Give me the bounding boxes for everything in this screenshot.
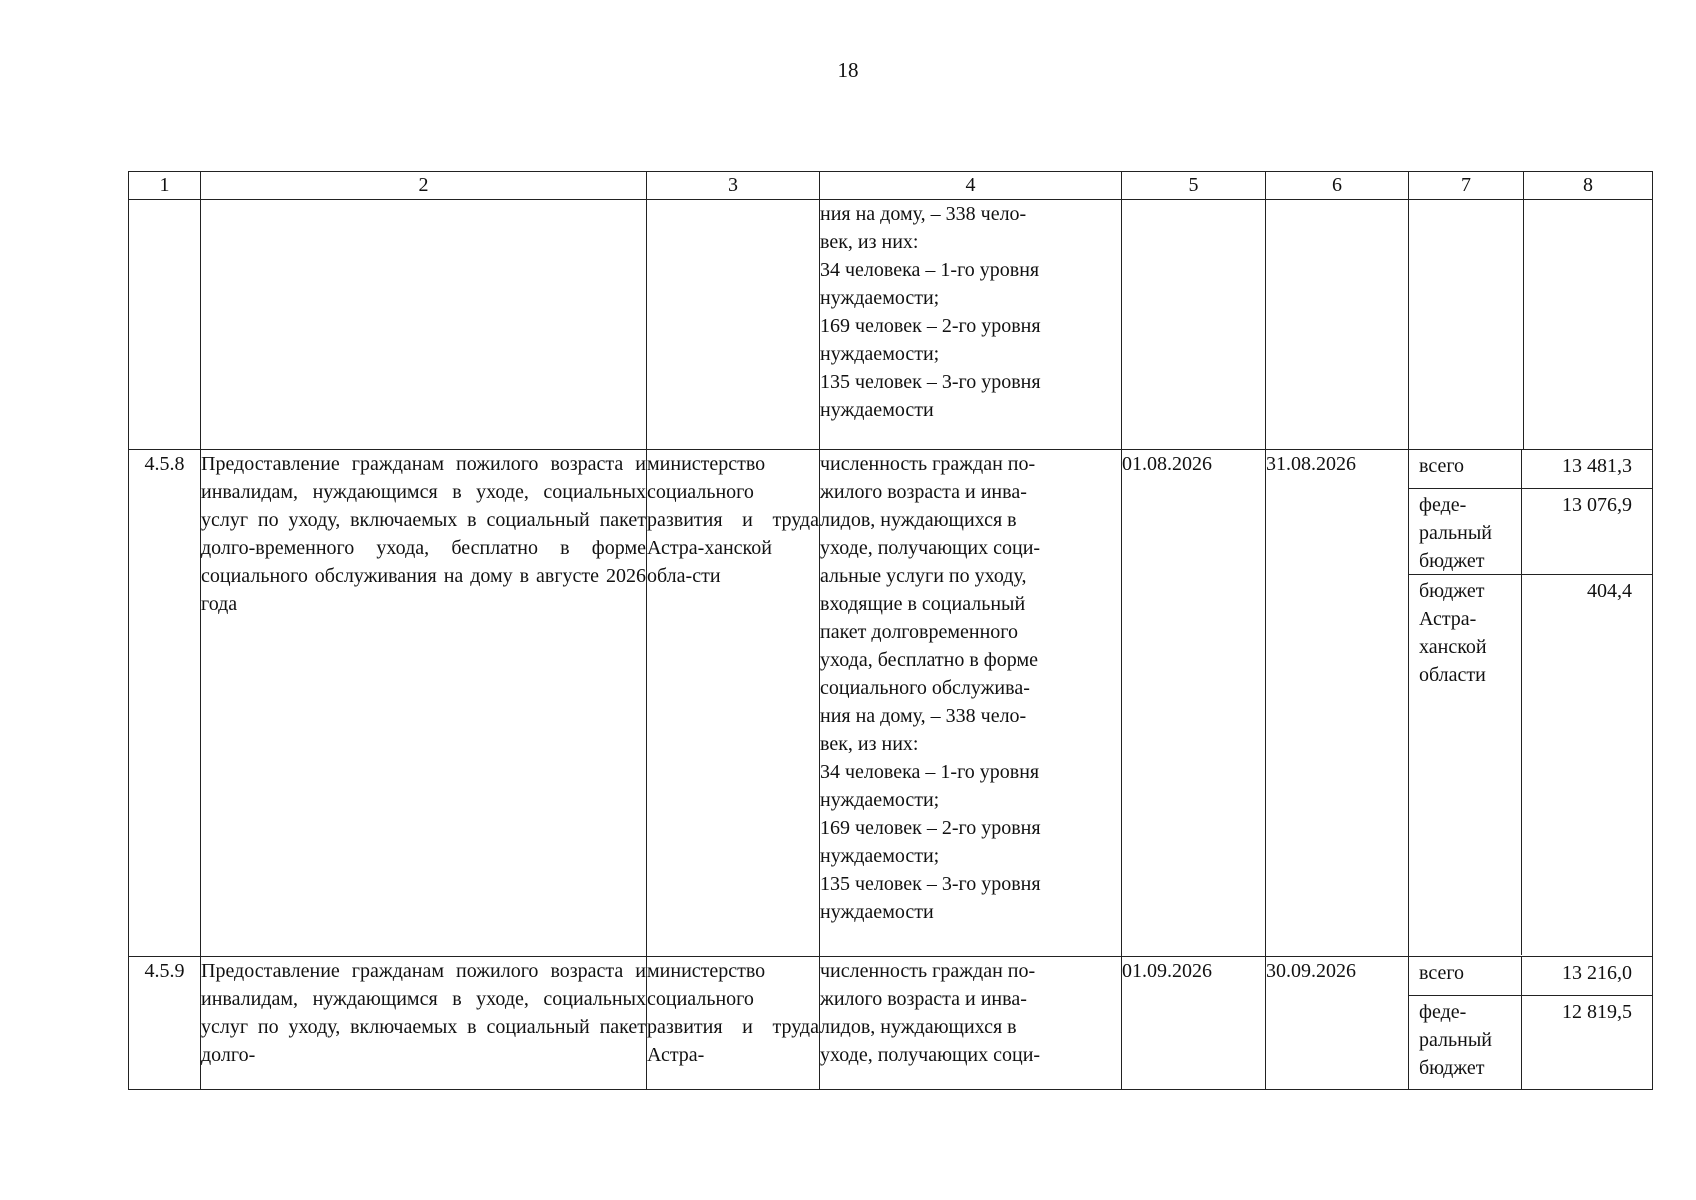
funding-amount: 404,4 [1521, 575, 1652, 955]
executor: министерство социального развития и труда Астра- [647, 957, 820, 1090]
funding-cell [1409, 450, 1653, 957]
table-row [129, 450, 1653, 957]
indicator-line: 169 человек – 2-го уровня [820, 817, 1041, 839]
indicator-line: уходе, получающих соци- [820, 537, 1041, 559]
funding-row [1409, 957, 1652, 996]
funding-source: феде-ральный бюджет [1419, 1001, 1492, 1079]
header-cell: 4 [820, 172, 1122, 200]
indicator-line: ния на дому, – 338 чело- [820, 705, 1027, 727]
indicator-line: жилого возраста и инва- [820, 481, 1027, 503]
funding-amount: 13 216,0 [1521, 957, 1652, 995]
start-date: 01.09.2026 [1122, 957, 1266, 1090]
funding-row [1409, 489, 1652, 575]
indicator-line: ухода, бесплатно в форме [820, 649, 1038, 671]
indicator-line: нуждаемости; [820, 789, 940, 811]
indicator-line: входящие в социальный [820, 593, 1026, 615]
funding-row [1409, 450, 1652, 489]
header-cell: 1 [129, 172, 201, 200]
header-cell: 2 [201, 172, 647, 200]
indicator-line: нуждаемости; [820, 343, 940, 365]
end-date: 31.08.2026 [1266, 450, 1409, 957]
funding-amount: 13 481,3 [1521, 450, 1652, 488]
indicator-line: нуждаемости; [820, 845, 940, 867]
funding-source: феде-ральный бюджет [1419, 494, 1492, 572]
funding-amount: 12 819,5 [1521, 996, 1652, 1089]
measure-name: Предоставление гражданам пожилого возраста и инвалидам, нуждающимся в уходе, социальных услуг по уходу, включаемых в социальный пакет долго-временного ухода, бесплатно в форме социального обслуживания на дому в августе 2026 года [201, 450, 647, 957]
funding-source: всего [1419, 455, 1465, 477]
funding-row [1409, 996, 1652, 1089]
continuation-row [129, 200, 1653, 450]
indicator-cell [820, 957, 1122, 1090]
row-code: 4.5.8 [129, 450, 201, 957]
indicator-line: 34 человека – 1-го уровня [820, 259, 1040, 281]
indicator-line: ния на дому, – 338 чело- [820, 203, 1027, 225]
indicator-line: лидов, нуждающихся в [820, 509, 1017, 531]
indicator-line: нуждаемости; [820, 287, 940, 309]
header-row [129, 172, 1653, 200]
indicator-line: альные услуги по уходу, [820, 565, 1027, 587]
indicator-line: жилого возраста и инва- [820, 988, 1027, 1010]
indicator-line: численность граждан по- [820, 960, 1036, 982]
indicator-line: 34 человека – 1-го уровня [820, 761, 1040, 783]
indicator-line: 135 человек – 3-го уровня [820, 371, 1041, 393]
header-cell: 5 [1122, 172, 1266, 200]
measures-table [128, 171, 1653, 1090]
table-row [129, 957, 1653, 1090]
indicator-cell [820, 450, 1122, 957]
indicator-line: век, из них: [820, 231, 919, 253]
indicator-line: век, из них: [820, 733, 919, 755]
indicator-line: социального обслужива- [820, 677, 1030, 699]
indicator-line: нуждаемости [820, 399, 934, 421]
funding-cell [1409, 957, 1653, 1090]
indicator-line: нуждаемости [820, 901, 934, 923]
funding-amount: 13 076,9 [1521, 489, 1652, 574]
funding-source: всего [1419, 962, 1465, 984]
header-cell: 6 [1266, 172, 1409, 200]
header-cell: 8 [1524, 172, 1653, 200]
header-cell: 3 [647, 172, 820, 200]
indicator-line: 169 человек – 2-го уровня [820, 315, 1041, 337]
header-cell: 7 [1409, 172, 1524, 200]
indicator-line: лидов, нуждающихся в [820, 1016, 1017, 1038]
indicator-cell [820, 200, 1122, 450]
executor: министерство социального развития и труда Астра-ханской обла-сти [647, 450, 820, 957]
row-code: 4.5.9 [129, 957, 201, 1090]
measure-name: Предоставление гражданам пожилого возраста и инвалидам, нуждающимся в уходе, социальных услуг по уходу, включаемых в социальный пакет долго- [201, 957, 647, 1090]
end-date: 30.09.2026 [1266, 957, 1409, 1090]
indicator-line: пакет долговременного [820, 621, 1018, 643]
indicator-line: уходе, получающих соци- [820, 1044, 1041, 1066]
indicator-line: численность граждан по- [820, 453, 1036, 475]
funding-source: бюджет Астра-ханской области [1419, 580, 1487, 686]
page-number: 18 [837, 58, 859, 82]
indicator-line: 135 человек – 3-го уровня [820, 873, 1041, 895]
funding-row [1409, 575, 1652, 955]
start-date: 01.08.2026 [1122, 450, 1266, 957]
